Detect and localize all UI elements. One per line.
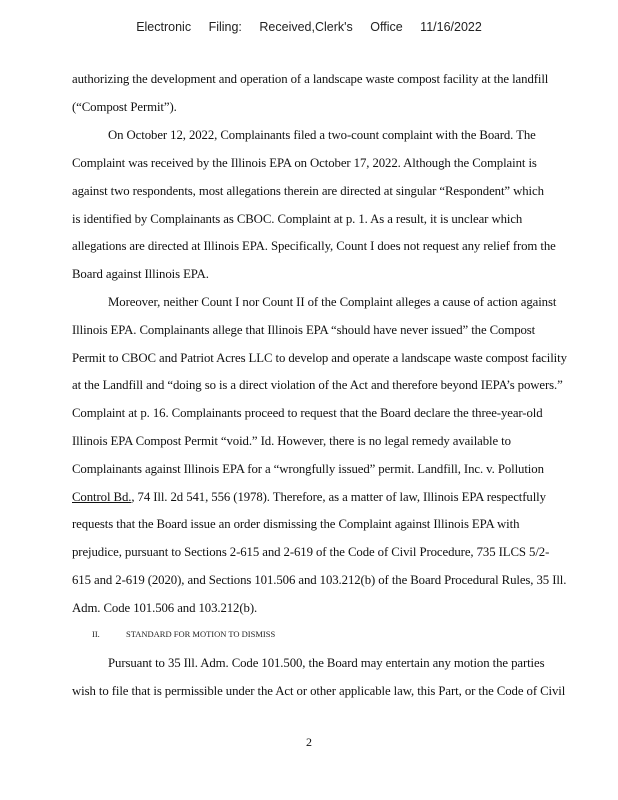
body-line: Permit to CBOC and Patriot Acres LLC to develop and operate a landscape waste compost facility: [72, 351, 567, 365]
body-line: authorizing the development and operation of a landscape waste compost facility at the landfill: [72, 72, 549, 86]
header-date: 11/16/2022: [420, 20, 482, 34]
section-heading: [92, 629, 275, 639]
body-line: (“Compost Permit”).: [72, 100, 177, 114]
body-line: Complaint was received by the Illinois EPA on October 17, 2022. Although the Complaint is: [72, 156, 537, 170]
body-line: Moreover, neither Count I nor Count II of the Complaint alleges a cause of action against: [108, 295, 557, 309]
body-line: Pursuant to 35 Ill. Adm. Code 101.500, the Board may entertain any motion the parties: [108, 656, 545, 670]
body-line: Illinois EPA. Complainants allege that Illinois EPA “should have never issued” the Compost: [72, 323, 536, 337]
body-line: Illinois EPA Compost Permit “void.” Id. However, there is no legal remedy available to: [72, 434, 511, 448]
body-line: wish to file that is permissible under the Act or other applicable law, this Part, or the Code of Civil: [72, 684, 566, 698]
body-line: Adm. Code 101.506 and 103.212(b).: [72, 601, 258, 615]
header-filing: Filing:: [208, 20, 242, 34]
body-line: at the Landfill and “doing so is a direct violation of the Act and therefore beyond IEPA’s powers.”: [72, 378, 563, 392]
body-line-rest: , 74 Ill. 2d 541, 556 (1978). Therefore, as a matter of law, Illinois EPA respectfully: [131, 490, 546, 504]
body-line: Board against Illinois EPA.: [72, 267, 209, 281]
filing-stamp-header: [0, 20, 618, 34]
body-line: On October 12, 2022, Complainants filed a two-count complaint with the Board. The: [108, 128, 536, 142]
header-office: Office: [370, 20, 403, 34]
body-line: prejudice, pursuant to Sections 2-615 and 2-619 of the Code of Civil Procedure, 735 ILCS 5/2-: [72, 545, 550, 559]
body-line: against two respondents, most allegations therein are directed at singular “Respondent” which: [72, 184, 544, 198]
header-electronic: Electronic: [136, 20, 192, 34]
body-line: is identified by Complainants as CBOC. Complaint at p. 1. As a result, it is unclear which: [72, 212, 523, 226]
section-number: II.: [92, 629, 100, 639]
case-citation: Control Bd.: [72, 490, 132, 504]
body-line: [72, 490, 546, 505]
page-number: 2: [306, 735, 312, 749]
body-line: 615 and 2-619 (2020), and Sections 101.506 and 103.212(b) of the Board Procedural Rules, 35 Ill.: [72, 573, 567, 587]
body-line: allegations are directed at Illinois EPA. Specifically, Count I does not request any relief from the: [72, 239, 556, 253]
body-line: requests that the Board issue an order dismissing the Complaint against Illinois EPA with: [72, 517, 520, 531]
body-line: Complaint at p. 16. Complainants proceed to request that the Board declare the three-year-old: [72, 406, 543, 420]
section-title: STANDARD FOR MOTION TO DISMISS: [126, 629, 276, 639]
body-line: Complainants against Illinois EPA for a “wrongfully issued” permit. Landfill, Inc. v. Pollution: [72, 462, 544, 476]
header-received: Received,Clerk's: [259, 20, 353, 34]
